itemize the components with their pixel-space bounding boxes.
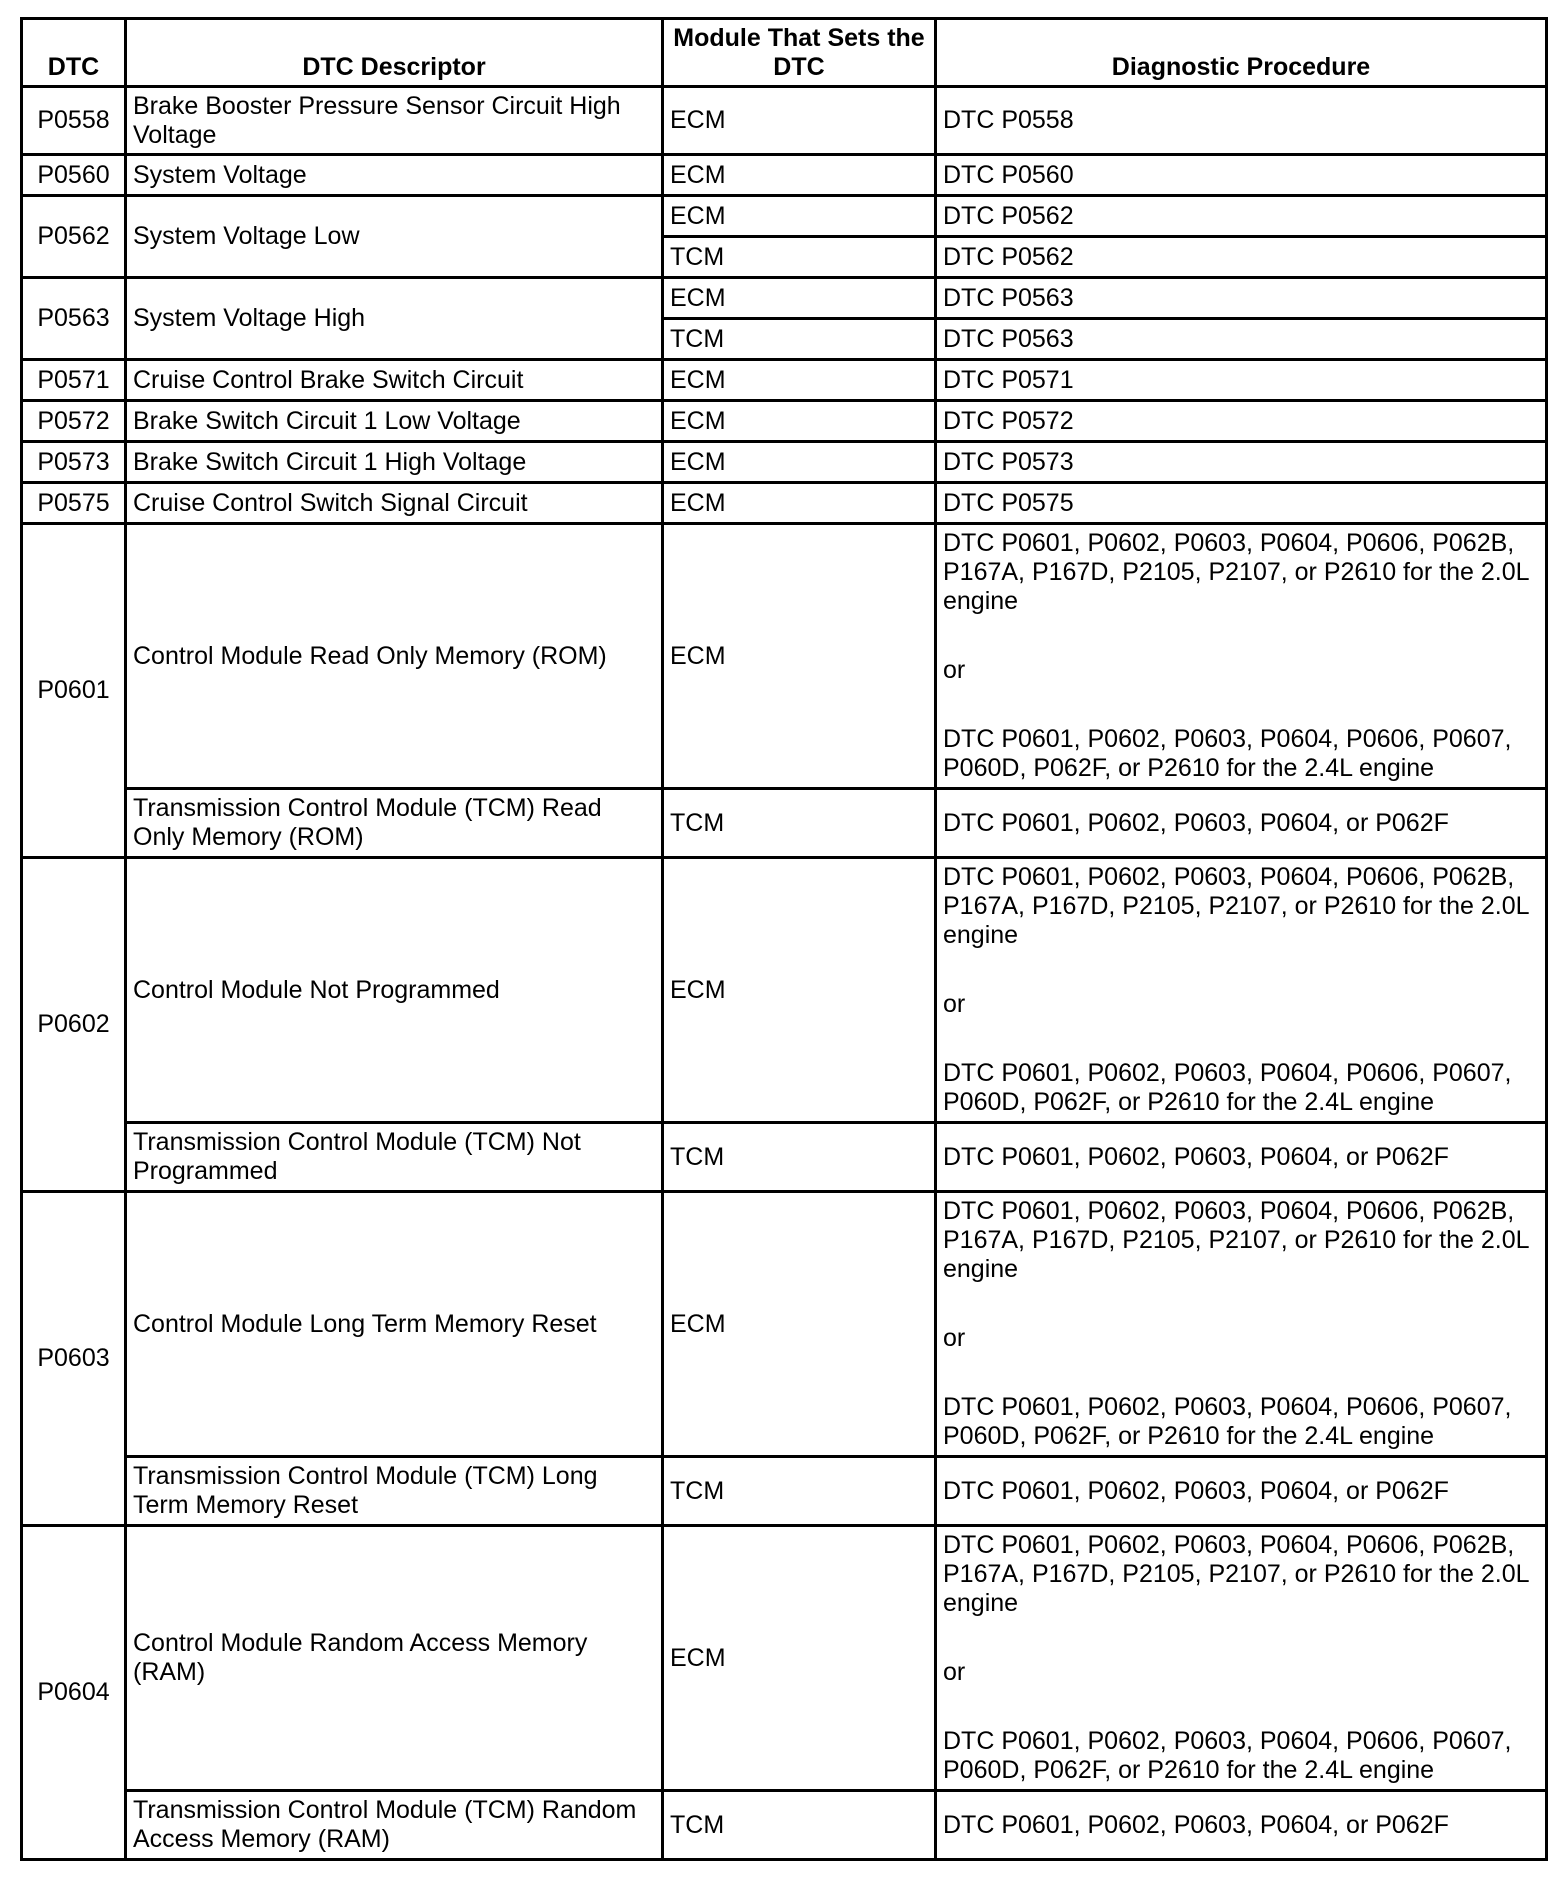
module-cell: TCM [663, 237, 936, 278]
procedure-or: or [943, 1324, 966, 1352]
table-row [22, 442, 1547, 483]
table-row [22, 1791, 1547, 1860]
procedure-cell: DTC P0575 [936, 483, 1547, 524]
dtc-code: P0558 [22, 87, 126, 155]
dtc-descriptor: Control Module Not Programmed [126, 858, 663, 1123]
header-descriptor: DTC Descriptor [126, 19, 663, 87]
procedure-cell: DTC P0601, P0602, P0603, P0604, or P062F [936, 1123, 1547, 1192]
dtc-descriptor: System Voltage [126, 155, 663, 196]
header-procedure: Diagnostic Procedure [936, 19, 1547, 87]
dtc-descriptor: Control Module Long Term Memory Reset [126, 1192, 663, 1457]
module-cell: TCM [663, 1123, 936, 1192]
procedure-cell [936, 524, 1547, 789]
table-row [22, 278, 1547, 319]
procedure-cell: DTC P0562 [936, 237, 1547, 278]
procedure-cell: DTC P0601, P0602, P0603, P0604, or P062F [936, 1457, 1547, 1526]
module-cell: TCM [663, 1457, 936, 1526]
module-cell: ECM [663, 442, 936, 483]
procedure-cell [936, 1192, 1547, 1457]
dtc-descriptor: System Voltage Low [126, 196, 663, 278]
module-cell: ECM [663, 155, 936, 196]
module-cell: ECM [663, 524, 936, 789]
table-row [22, 401, 1547, 442]
procedure-2-0l: DTC P0601, P0602, P0603, P0604, P0606, P062B, P167A, P167D, P2105, P2107, or P2610 for the 2.0L engine [943, 529, 1529, 615]
dtc-descriptor: Brake Booster Pressure Sensor Circuit High Voltage [126, 87, 663, 155]
module-cell: ECM [663, 401, 936, 442]
module-cell: TCM [663, 319, 936, 360]
procedure-cell [936, 858, 1547, 1123]
dtc-descriptor: Cruise Control Switch Signal Circuit [126, 483, 663, 524]
dtc-code: P0601 [22, 524, 126, 858]
procedure-2-4l: DTC P0601, P0602, P0603, P0604, P0606, P0607, P060D, P062F, or P2610 for the 2.4L engine [943, 1393, 1512, 1450]
header-module: Module That Sets the DTC [663, 19, 936, 87]
dtc-code: P0602 [22, 858, 126, 1192]
procedure-2-4l: DTC P0601, P0602, P0603, P0604, P0606, P0607, P060D, P062F, or P2610 for the 2.4L engine [943, 725, 1512, 782]
table-row [22, 524, 1547, 789]
dtc-descriptor: Cruise Control Brake Switch Circuit [126, 360, 663, 401]
module-cell: TCM [663, 789, 936, 858]
procedure-2-4l: DTC P0601, P0602, P0603, P0604, P0606, P0607, P060D, P062F, or P2610 for the 2.4L engine [943, 1059, 1512, 1116]
procedure-cell: DTC P0558 [936, 87, 1547, 155]
procedure-cell: DTC P0601, P0602, P0603, P0604, or P062F [936, 789, 1547, 858]
module-cell: ECM [663, 483, 936, 524]
table-row [22, 858, 1547, 1123]
dtc-descriptor: Brake Switch Circuit 1 High Voltage [126, 442, 663, 483]
procedure-cell: DTC P0601, P0602, P0603, P0604, or P062F [936, 1791, 1547, 1860]
procedure-2-0l: DTC P0601, P0602, P0603, P0604, P0606, P062B, P167A, P167D, P2105, P2107, or P2610 for the 2.0L engine [943, 1197, 1529, 1283]
table-row [22, 87, 1547, 155]
module-cell: ECM [663, 1192, 936, 1457]
procedure-cell [936, 1526, 1547, 1791]
dtc-code: P0560 [22, 155, 126, 196]
dtc-descriptor: Control Module Read Only Memory (ROM) [126, 524, 663, 789]
dtc-code: P0571 [22, 360, 126, 401]
table-row [22, 483, 1547, 524]
module-cell: ECM [663, 360, 936, 401]
table-row [22, 155, 1547, 196]
table-row [22, 1526, 1547, 1791]
module-cell: ECM [663, 1526, 936, 1791]
dtc-descriptor: Control Module Random Access Memory (RAM) [126, 1526, 663, 1791]
procedure-cell: DTC P0563 [936, 278, 1547, 319]
procedure-or: or [943, 656, 966, 684]
dtc-descriptor: Transmission Control Module (TCM) Long Term Memory Reset [126, 1457, 663, 1526]
table-row [22, 1123, 1547, 1192]
dtc-code: P0575 [22, 483, 126, 524]
dtc-descriptor: Transmission Control Module (TCM) Read Only Memory (ROM) [126, 789, 663, 858]
module-cell: ECM [663, 196, 936, 237]
procedure-cell: DTC P0571 [936, 360, 1547, 401]
procedure-or: or [943, 990, 966, 1018]
dtc-table [20, 17, 1548, 1861]
module-cell: ECM [663, 858, 936, 1123]
module-cell: ECM [663, 278, 936, 319]
dtc-descriptor: Transmission Control Module (TCM) Not Programmed [126, 1123, 663, 1192]
procedure-cell: DTC P0563 [936, 319, 1547, 360]
dtc-code: P0572 [22, 401, 126, 442]
procedure-or: or [943, 1658, 966, 1686]
dtc-descriptor: Transmission Control Module (TCM) Random Access Memory (RAM) [126, 1791, 663, 1860]
header-dtc: DTC [22, 19, 126, 87]
table-header [22, 19, 1547, 87]
procedure-2-0l: DTC P0601, P0602, P0603, P0604, P0606, P062B, P167A, P167D, P2105, P2107, or P2610 for the 2.0L engine [943, 863, 1529, 949]
procedure-2-0l: DTC P0601, P0602, P0603, P0604, P0606, P062B, P167A, P167D, P2105, P2107, or P2610 for the 2.0L engine [943, 1531, 1529, 1617]
table-row [22, 1457, 1547, 1526]
procedure-2-4l: DTC P0601, P0602, P0603, P0604, P0606, P0607, P060D, P062F, or P2610 for the 2.4L engine [943, 1727, 1512, 1784]
procedure-cell: DTC P0572 [936, 401, 1547, 442]
procedure-cell: DTC P0573 [936, 442, 1547, 483]
dtc-code: P0603 [22, 1192, 126, 1526]
dtc-code: P0573 [22, 442, 126, 483]
table-row [22, 1192, 1547, 1457]
procedure-cell: DTC P0560 [936, 155, 1547, 196]
table-row [22, 789, 1547, 858]
table-row [22, 196, 1547, 237]
dtc-code: P0563 [22, 278, 126, 360]
table-row [22, 360, 1547, 401]
module-cell: ECM [663, 87, 936, 155]
dtc-descriptor: System Voltage High [126, 278, 663, 360]
dtc-descriptor: Brake Switch Circuit 1 Low Voltage [126, 401, 663, 442]
procedure-cell: DTC P0562 [936, 196, 1547, 237]
dtc-code: P0562 [22, 196, 126, 278]
module-cell: TCM [663, 1791, 936, 1860]
dtc-code: P0604 [22, 1526, 126, 1860]
